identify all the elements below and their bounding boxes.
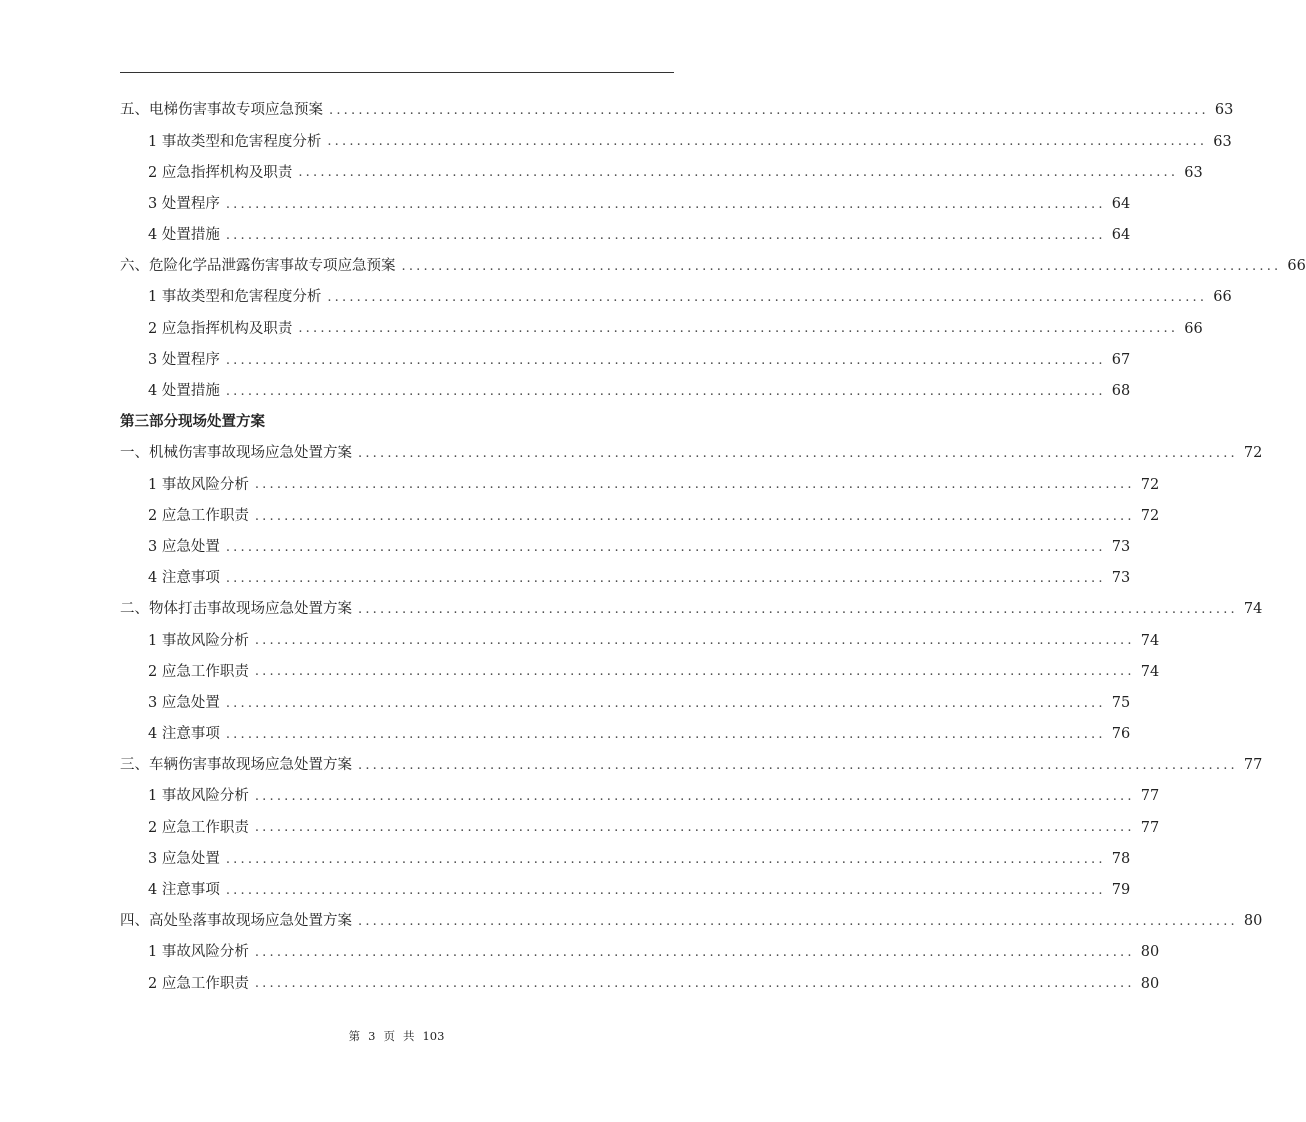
toc-dot-leader: ........................................................................................................................ <box>254 789 1135 805</box>
toc-dot-leader: ........................................................................................................................ <box>254 664 1135 680</box>
toc-dot-leader: ........................................................................................................................ <box>225 352 1106 368</box>
toc-dot-leader: ........................................................................................................................ <box>254 477 1135 493</box>
header-rule <box>120 72 674 73</box>
toc-entry-label: 第三部分现场处置方案 <box>120 414 265 431</box>
toc-page-number: 76 <box>1111 726 1131 743</box>
toc-dot-leader: ........................................................................................................................ <box>225 726 1106 742</box>
toc-dot-leader: ........................................................................................................................ <box>358 758 1238 774</box>
toc-subsection-entry[interactable] <box>120 563 1131 594</box>
toc-entry-label: 五、电梯伤害事故专项应急预案 <box>120 102 323 119</box>
toc-entry-label: 1 事故类型和危害程度分析 <box>148 289 322 306</box>
table-of-contents <box>120 95 1306 999</box>
toc-page-number: 66 <box>1287 258 1306 275</box>
toc-page-number: 74 <box>1140 663 1160 680</box>
toc-section-entry[interactable] <box>120 594 1263 625</box>
toc-dot-leader: ........................................................................................................................ <box>254 976 1135 992</box>
toc-dot-leader: ........................................................................................................................ <box>358 446 1238 462</box>
toc-entry-label: 2 应急工作职责 <box>148 819 249 836</box>
toc-page-number: 68 <box>1111 383 1131 400</box>
toc-page-number: 74 <box>1140 632 1160 649</box>
toc-subsection-entry[interactable] <box>120 781 1160 812</box>
toc-entry-label: 2 应急指挥机构及职责 <box>148 164 293 181</box>
toc-subsection-entry[interactable] <box>120 313 1203 344</box>
toc-page-number: 77 <box>1140 788 1160 805</box>
toc-subsection-entry[interactable] <box>120 126 1232 157</box>
toc-page-number: 64 <box>1111 195 1131 212</box>
toc-entry-label: 3 应急处置 <box>148 538 220 555</box>
toc-entry-label: 2 应急工作职责 <box>148 663 249 680</box>
toc-dot-leader: ........................................................................................................................ <box>254 820 1135 836</box>
footer-total-word: 共 <box>402 1029 415 1043</box>
footer-prefix: 第 <box>348 1029 361 1043</box>
toc-entry-label: 4 处置措施 <box>148 227 220 244</box>
toc-subsection-entry[interactable] <box>120 844 1131 875</box>
toc-dot-leader: ........................................................................................................................ <box>358 602 1238 618</box>
toc-subsection-entry[interactable] <box>120 968 1160 999</box>
toc-subsection-entry[interactable] <box>120 532 1131 563</box>
toc-subsection-entry[interactable] <box>120 189 1131 220</box>
toc-entry-label: 3 应急处置 <box>148 694 220 711</box>
toc-dot-leader: ........................................................................................................................ <box>254 508 1135 524</box>
toc-page-number: 63 <box>1184 164 1203 181</box>
toc-entry-label: 3 处置程序 <box>148 195 220 212</box>
toc-subsection-entry[interactable] <box>120 345 1131 376</box>
toc-page-number: 63 <box>1213 133 1232 150</box>
toc-dot-leader: ........................................................................................................................ <box>298 321 1179 337</box>
toc-page-number: 75 <box>1111 694 1131 711</box>
toc-page-number: 80 <box>1140 944 1160 961</box>
toc-section-entry[interactable] <box>120 251 1306 282</box>
toc-subsection-entry[interactable] <box>120 220 1131 251</box>
toc-page-number: 79 <box>1111 882 1131 899</box>
toc-entry-label: 1 事故风险分析 <box>148 632 249 649</box>
toc-dot-leader: ........................................................................................................................ <box>327 290 1208 306</box>
toc-subsection-entry[interactable] <box>120 376 1131 407</box>
toc-subsection-entry[interactable] <box>120 812 1160 843</box>
footer-page-word: 页 <box>383 1029 395 1043</box>
toc-dot-leader: ........................................................................................................................ <box>225 227 1106 243</box>
toc-dot-leader: ........................................................................................................................ <box>358 913 1238 929</box>
toc-part-heading[interactable] <box>120 407 675 438</box>
toc-entry-label: 六、危险化学品泄露伤害事故专项应急预案 <box>120 258 396 275</box>
toc-entry-label: 一、机械伤害事故现场应急处置方案 <box>120 445 352 462</box>
toc-dot-leader: ........................................................................................................................ <box>329 103 1209 119</box>
toc-dot-leader: ........................................................................................................................ <box>225 539 1106 555</box>
toc-entry-label: 4 注意事项 <box>148 726 220 743</box>
footer-current-page: 3 <box>368 1029 376 1043</box>
toc-section-entry[interactable] <box>120 95 1234 126</box>
toc-dot-leader: ........................................................................................................................ <box>225 695 1106 711</box>
toc-entry-label: 3 应急处置 <box>148 850 220 867</box>
toc-page-number: 72 <box>1140 476 1160 493</box>
toc-dot-leader: ........................................................................................................................ <box>225 383 1106 399</box>
toc-entry-label: 1 事故类型和危害程度分析 <box>148 133 322 150</box>
toc-dot-leader: ........................................................................................................................ <box>225 851 1106 867</box>
toc-entry-label: 2 应急指挥机构及职责 <box>148 320 293 337</box>
toc-page-number: 66 <box>1213 289 1232 306</box>
toc-dot-leader: ........................................................................................................................ <box>298 165 1179 181</box>
toc-entry-label: 四、高处坠落事故现场应急处置方案 <box>120 913 352 930</box>
toc-page-number: 77 <box>1243 757 1263 774</box>
toc-page-number: 77 <box>1140 819 1160 836</box>
toc-page-number: 64 <box>1111 227 1131 244</box>
page-footer <box>0 1028 793 1044</box>
toc-page-number: 80 <box>1140 975 1160 992</box>
toc-dot-leader: ........................................................................................................................ <box>254 633 1135 649</box>
toc-dot-leader: ........................................................................................................................ <box>225 196 1106 212</box>
toc-entry-label: 2 应急工作职责 <box>148 975 249 992</box>
toc-section-entry[interactable] <box>120 438 1263 469</box>
toc-entry-label: 1 事故风险分析 <box>148 788 249 805</box>
toc-entry-label: 二、物体打击事故现场应急处置方案 <box>120 601 352 618</box>
toc-entry-label: 3 处置程序 <box>148 351 220 368</box>
toc-page-number: 72 <box>1243 445 1263 462</box>
toc-dot-leader: ........................................................................................................................ <box>225 882 1106 898</box>
toc-entry-label: 三、车辆伤害事故现场应急处置方案 <box>120 757 352 774</box>
toc-page-number: 66 <box>1184 320 1203 337</box>
toc-entry-label: 1 事故风险分析 <box>148 944 249 961</box>
toc-subsection-entry[interactable] <box>120 469 1160 500</box>
toc-entry-label: 4 注意事项 <box>148 570 220 587</box>
toc-dot-leader: ........................................................................................................................ <box>327 134 1208 150</box>
toc-subsection-entry[interactable] <box>120 875 1131 906</box>
toc-subsection-entry[interactable] <box>120 500 1160 531</box>
toc-subsection-entry[interactable] <box>120 688 1131 719</box>
toc-dot-leader: ........................................................................................................................ <box>254 945 1135 961</box>
toc-subsection-entry[interactable] <box>120 282 1232 313</box>
toc-subsection-entry[interactable] <box>120 937 1160 968</box>
toc-entry-label: 2 应急工作职责 <box>148 507 249 524</box>
toc-subsection-entry[interactable] <box>120 625 1160 656</box>
toc-subsection-entry[interactable] <box>120 719 1131 750</box>
toc-entry-label: 4 注意事项 <box>148 882 220 899</box>
toc-page-number: 63 <box>1214 102 1234 119</box>
toc-page-number: 78 <box>1111 850 1131 867</box>
toc-page-number: 73 <box>1111 570 1131 587</box>
toc-dot-leader: ........................................................................................................................ <box>225 570 1106 586</box>
toc-dot-leader: ........................................................................................................................ <box>401 259 1282 275</box>
toc-subsection-entry[interactable] <box>120 656 1160 687</box>
toc-section-entry[interactable] <box>120 906 1263 937</box>
toc-page-number: 73 <box>1111 538 1131 555</box>
toc-entry-label: 1 事故风险分析 <box>148 476 249 493</box>
toc-entry-label: 4 处置措施 <box>148 383 220 400</box>
toc-page-number: 72 <box>1140 507 1160 524</box>
toc-page-number: 67 <box>1111 351 1131 368</box>
footer-total-pages: 103 <box>422 1029 445 1043</box>
toc-subsection-entry[interactable] <box>120 157 1203 188</box>
toc-page-number: 74 <box>1243 601 1263 618</box>
toc-section-entry[interactable] <box>120 750 1263 781</box>
toc-page-number: 80 <box>1243 913 1263 930</box>
